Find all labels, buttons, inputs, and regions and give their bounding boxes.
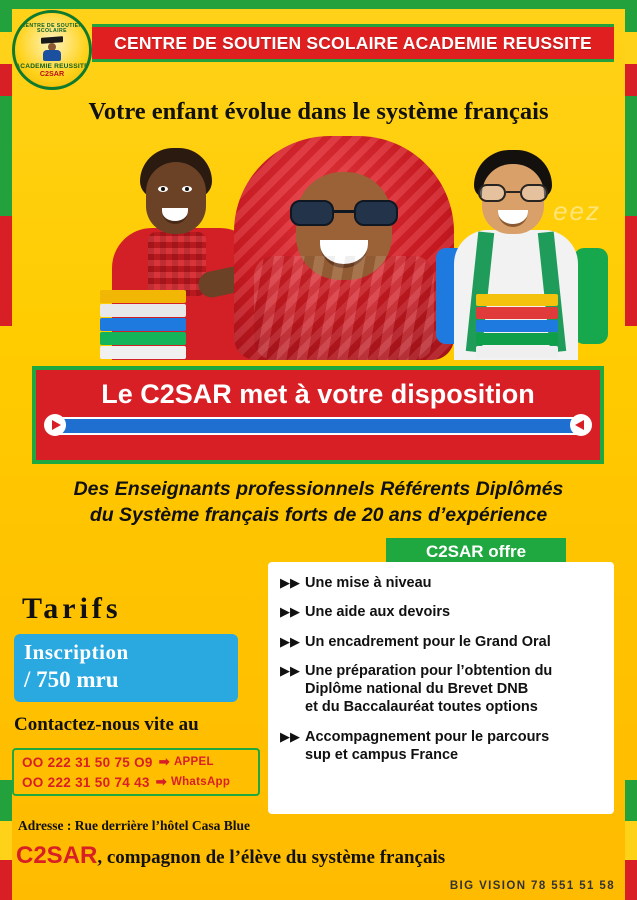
offer-text xyxy=(305,574,432,592)
phone-channel-label: APPEL xyxy=(173,756,214,769)
play-right-icon xyxy=(570,414,592,436)
logo-sub-text: C2SAR xyxy=(39,68,65,78)
offer-line: Un encadrement pour le Grand Oral xyxy=(305,633,551,650)
play-left-icon xyxy=(44,414,66,436)
address-text: Adresse : Rue derrière l’hôtel Casa Blue xyxy=(18,818,250,833)
credit-text: BIG VISION 78 551 51 58 xyxy=(449,880,615,892)
offer-line: et du Baccalauréat toutes options xyxy=(305,699,538,716)
arrow-right-icon: ➡ xyxy=(155,773,167,789)
phone-row[interactable] xyxy=(22,773,254,793)
footer-tagline-text: , compagnon de l’élève du système français xyxy=(97,847,446,868)
offer-text xyxy=(305,662,552,717)
side-stripe-right-red xyxy=(625,216,637,326)
photo-woman-center xyxy=(234,136,454,360)
flag-stripe-bottom-right xyxy=(625,780,637,900)
offer-line: Diplôme national du Brevet DNB xyxy=(305,681,529,698)
offer-text xyxy=(305,633,551,651)
tarifs-title: Tarifs xyxy=(22,592,122,625)
logo-arc-text: CENTRE DE SOUTIEN SCOLAIRE xyxy=(21,23,83,35)
highlight-banner xyxy=(32,366,604,464)
double-arrow-icon: ▶▶ xyxy=(280,633,300,649)
offer-line: Une préparation pour l’obtention du xyxy=(305,662,553,679)
offer-line: Accompagnement pour le parcours xyxy=(305,728,550,745)
offer-line: sup et campus France xyxy=(305,746,459,763)
offer-item xyxy=(280,728,604,765)
offer-line: Une aide aux devoirs xyxy=(305,604,451,621)
offer-item xyxy=(280,662,604,717)
price-box xyxy=(14,634,238,702)
photo-band xyxy=(12,132,625,360)
offer-item xyxy=(280,633,604,651)
logo-name-text: ACADEMIE REUSSITE xyxy=(15,62,89,70)
flag-stripe-top-right xyxy=(625,0,637,96)
offer-text xyxy=(305,603,450,621)
subheadline-line-1: Des Enseignants professionnels Référents Diplômés xyxy=(73,478,564,500)
banner-divider xyxy=(56,417,580,435)
footer-brand: C2SAR xyxy=(16,842,98,869)
phone-number[interactable]: OO 222 31 50 74 43 xyxy=(22,774,150,790)
watermark-text: eez xyxy=(553,196,601,226)
side-stripe-left-red xyxy=(0,216,12,326)
flag-stripe-bottom-left xyxy=(0,780,12,900)
offer-item xyxy=(280,603,604,621)
double-arrow-icon: ▶▶ xyxy=(280,728,300,744)
offer-text xyxy=(305,728,549,765)
graduate-icon xyxy=(39,36,65,62)
flag-stripe-top-left xyxy=(0,0,12,96)
offers-card xyxy=(268,562,614,814)
subheadline-line-2: du Système français forts de 20 ans d’expérience xyxy=(89,504,548,527)
double-arrow-icon: ▶▶ xyxy=(280,604,300,620)
phone-box[interactable] xyxy=(12,748,260,796)
phone-row[interactable] xyxy=(22,753,254,773)
arrow-right-icon: ➡ xyxy=(158,754,170,770)
header-title: CENTRE DE SOUTIEN SCOLAIRE ACADEMIE REUSSITE xyxy=(114,32,592,53)
subheadline xyxy=(16,476,621,529)
top-green-bar xyxy=(12,0,625,9)
offers-label-text: C2SAR offre xyxy=(425,542,527,561)
phone-number[interactable]: OO 222 31 50 75 O9 xyxy=(22,755,153,770)
double-arrow-icon: ▶▶ xyxy=(280,662,300,678)
contact-label: Contactez-nous vite au xyxy=(14,714,199,735)
header-band xyxy=(92,24,614,62)
offer-line: Une mise à niveau xyxy=(305,575,432,591)
photo-student-right xyxy=(432,144,608,360)
inscription-label: Inscription xyxy=(24,640,129,664)
banner-text: Le C2SAR met à votre disposition xyxy=(101,379,535,409)
offer-item xyxy=(280,574,604,592)
page-title: Votre enfant évolue dans le système français xyxy=(88,98,549,125)
footer-tagline xyxy=(16,842,445,870)
academy-logo xyxy=(12,10,92,90)
price-value: / 750 mru xyxy=(24,667,119,692)
double-arrow-icon: ▶▶ xyxy=(280,575,300,590)
phone-channel-label: WhatsApp xyxy=(170,776,231,788)
